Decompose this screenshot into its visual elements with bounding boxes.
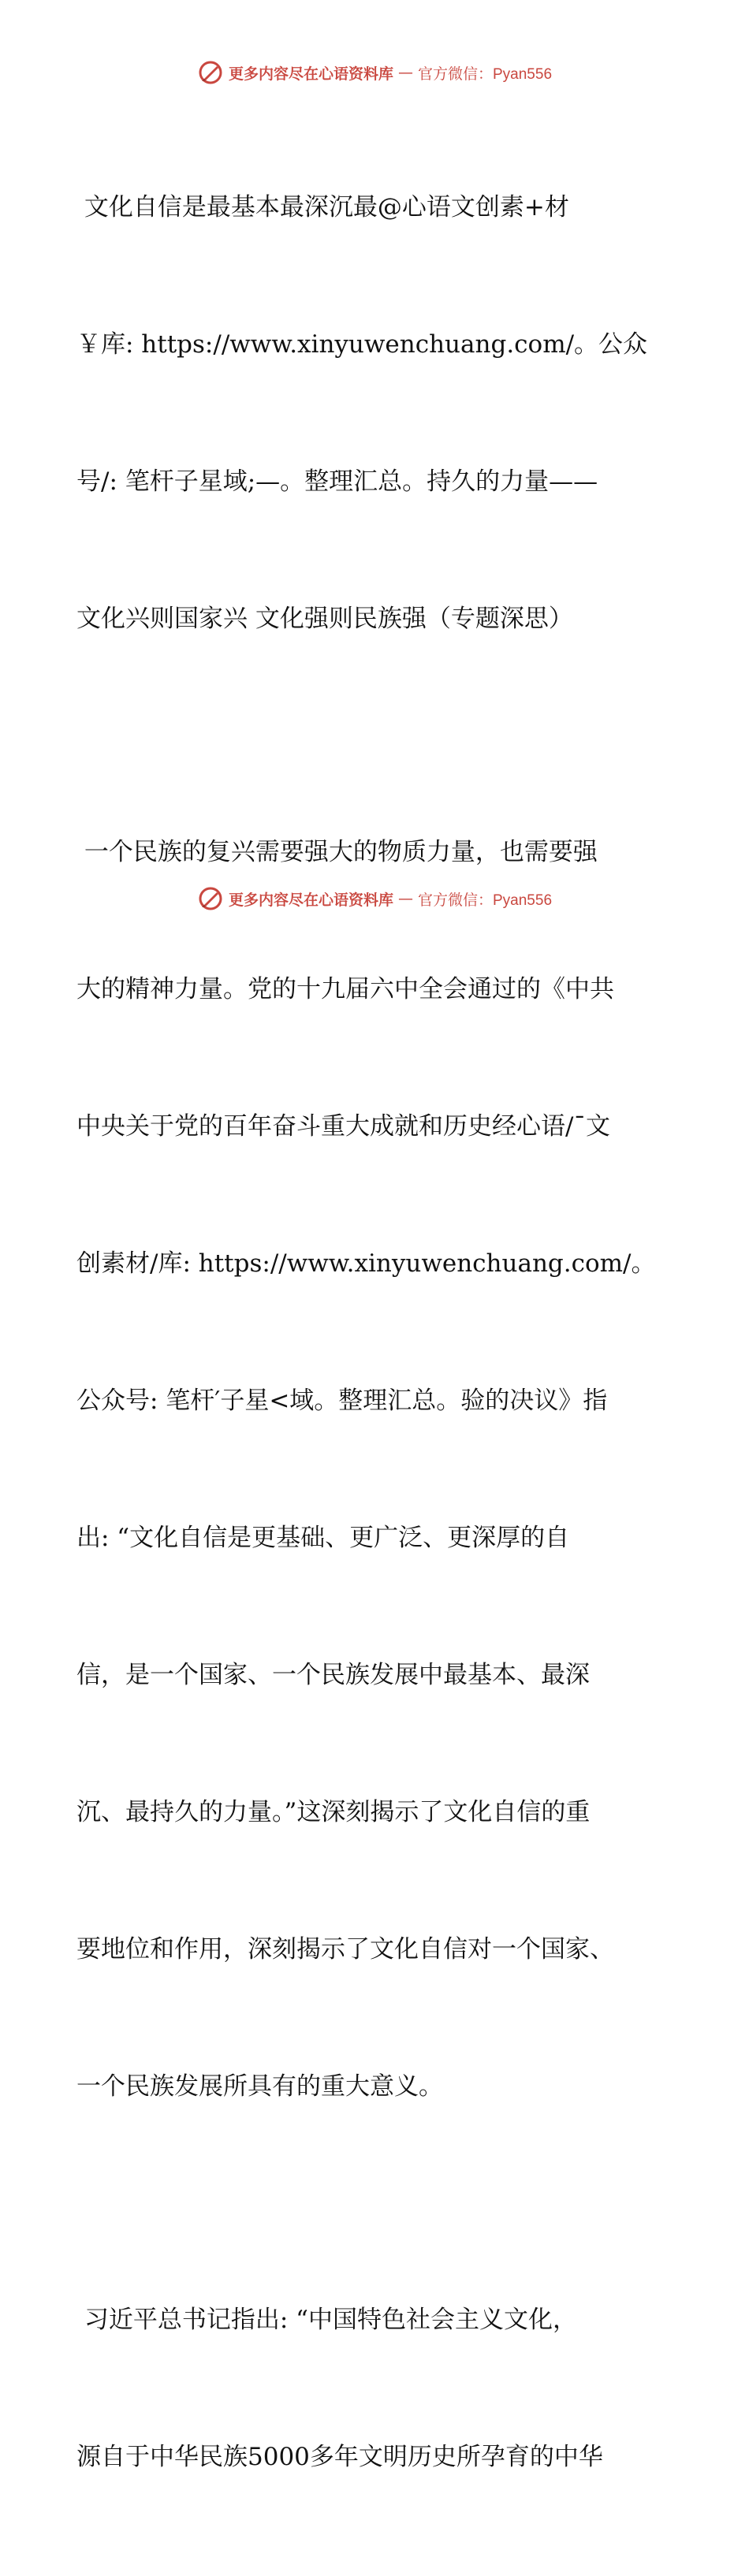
text-line: 出: “文化自信是更基础、更广泛、更深厚的自 xyxy=(76,1524,570,1552)
paragraph-2 xyxy=(76,738,676,2201)
text-line: 一个民族发展所具有的重大意义。 xyxy=(76,2072,443,2101)
text-line: 号/: 笔杆子星域;—。整理汇总。持久的力量—— xyxy=(76,467,598,496)
text-line: 文化兴则国家兴 文化强则民族强（专题深思） xyxy=(76,605,573,633)
text-line: 创素材/库: https://www.xinyuwenchuang.com/。 xyxy=(76,1249,656,1278)
paragraph-1 xyxy=(76,93,676,733)
footer-watermark xyxy=(0,883,749,914)
document-body xyxy=(76,93,676,2576)
paragraph-3 xyxy=(76,2206,676,2571)
text-line: 公众号: 笔杆′子星<域。整理汇总。验的决议》指 xyxy=(76,1387,608,1415)
banner-dash: — xyxy=(398,890,413,907)
header-watermark xyxy=(0,57,749,88)
text-line: 习近平总书记指出: “中国特色社会主义文化， xyxy=(76,2306,577,2334)
banner-text: 更多内容尽在心语资料库 xyxy=(228,65,393,83)
text-line: 中央关于党的百年奋斗重大成就和历史经心语/¯文 xyxy=(76,1112,610,1141)
text-line: 源自于中华民族5000多年文明历史所孕育的中华 xyxy=(76,2443,603,2471)
banner-dash: — xyxy=(398,64,413,81)
text-line: 一个民族的复兴需要强大的物质力量，也需要强 xyxy=(76,838,598,866)
pen-logo-icon xyxy=(197,59,224,86)
text-line: ￥库: https://www.xinyuwenchuang.com/。公众 xyxy=(76,330,648,359)
text-line: 要地位和作用，深刻揭示了文化自信对一个国家、 xyxy=(76,1935,614,1964)
banner-wechat: 官方微信：Pyan556 xyxy=(418,65,553,83)
text-line: 大的精神力量。党的十九届六中全会通过的《中共 xyxy=(76,975,614,1003)
text-line: 信，是一个国家、一个民族发展中最基本、最深 xyxy=(76,1661,590,1689)
banner-wechat: 官方微信：Pyan556 xyxy=(418,892,553,909)
pen-logo-icon xyxy=(197,885,224,912)
text-line: 文化自信是最基本最深沉最@心语文创素+材 xyxy=(76,193,569,221)
text-line: 沉、最持久的力量。”这深刻揭示了文化自信的重 xyxy=(76,1798,591,1826)
banner-text: 更多内容尽在心语资料库 xyxy=(228,891,393,909)
